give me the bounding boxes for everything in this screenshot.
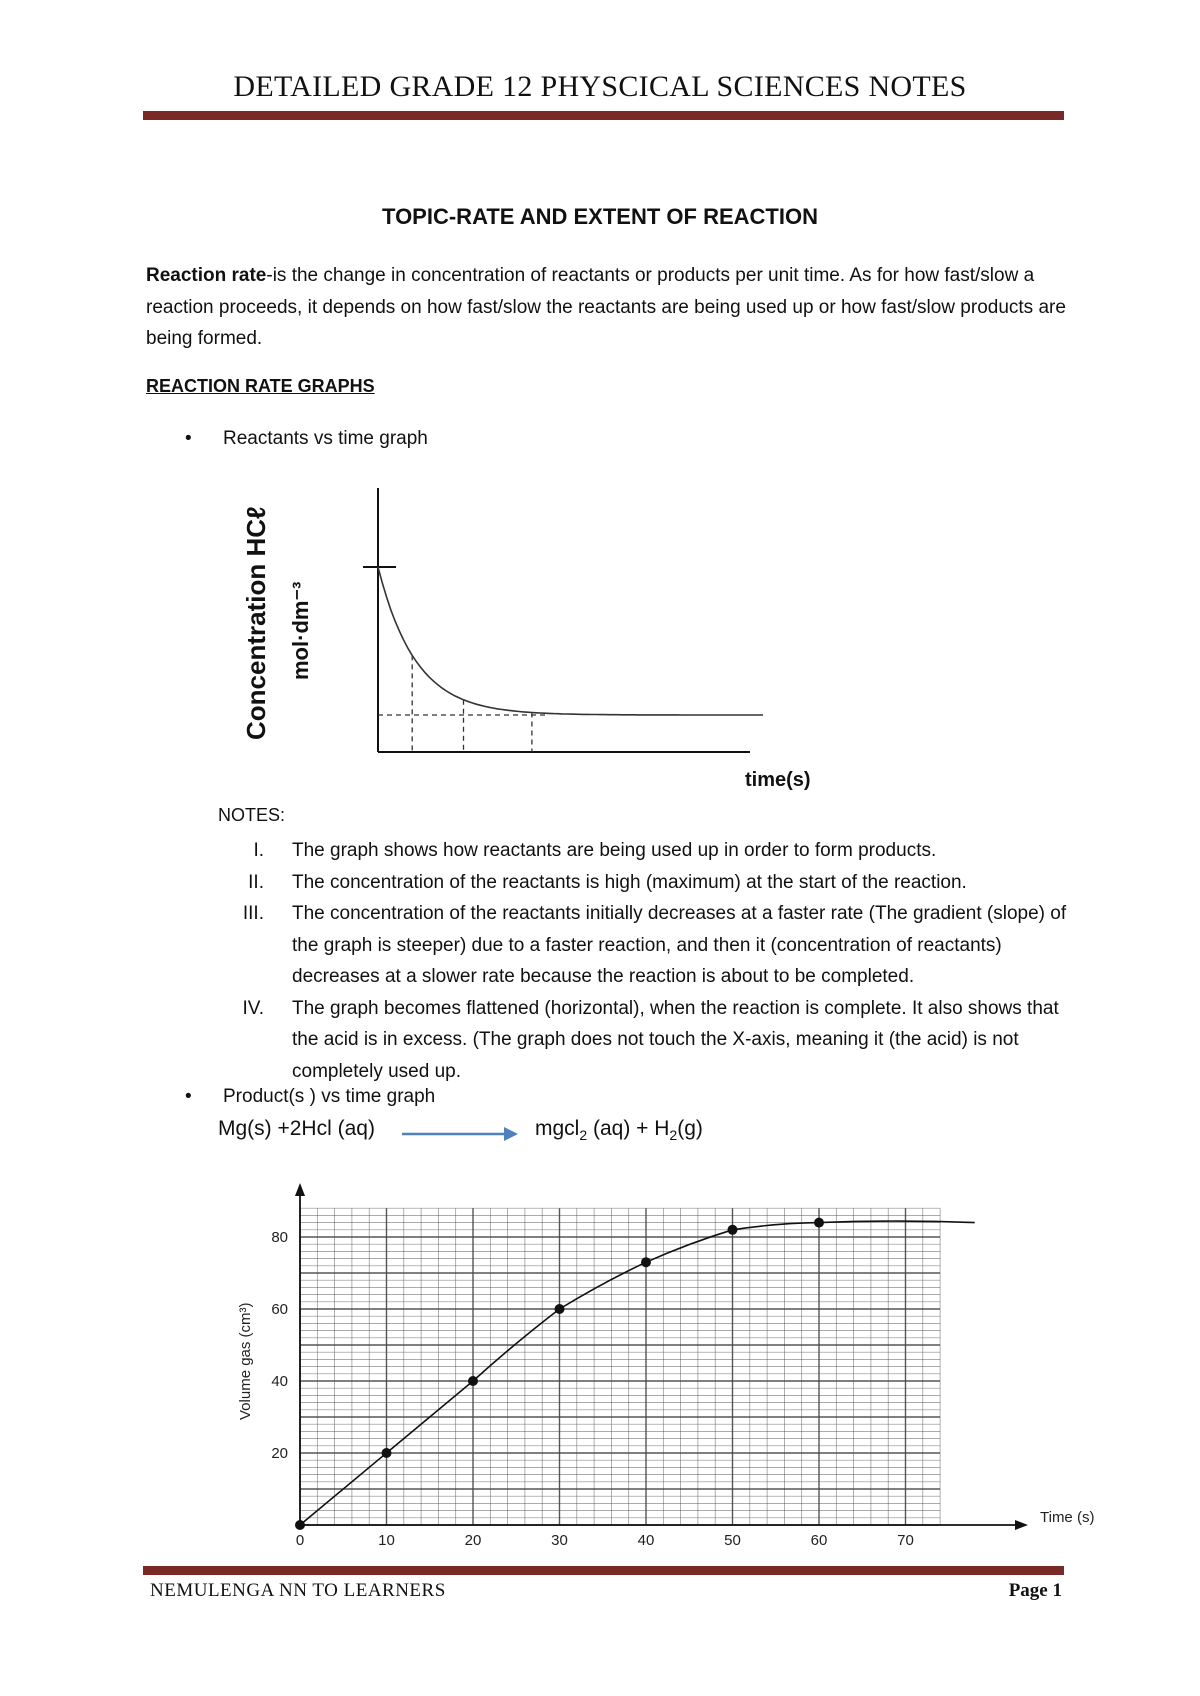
subscript: 2 [579,1127,588,1144]
note-item [218,867,1068,899]
note-text: The concentration of the reactants is high (maximum) at the start of the reaction. [292,871,967,893]
definition-paragraph [146,260,1066,355]
chart1-xlabel: time(s) [745,769,811,791]
arrow-icon [400,1124,520,1144]
chart2-series-line [300,1221,975,1525]
chart2-data-point [382,1448,392,1458]
note-number: I. [253,840,264,861]
chart2-data-point [468,1376,478,1386]
chart2-y-tick-label: 80 [271,1229,288,1246]
topic-heading: TOPIC-RATE AND EXTENT OF REACTION [382,204,818,229]
chart2-x-tick-label: 60 [810,1532,828,1549]
equation-state: (g) [677,1117,703,1140]
equation-product-2: (aq) + H [587,1117,670,1140]
definition-term: Reaction rate [146,265,267,286]
subscript: 2 [669,1127,678,1144]
reactants-time-chart [230,470,830,800]
note-number: II. [248,871,264,893]
footer-rule [143,1566,1064,1575]
section-heading: REACTION RATE GRAPHS [146,376,375,396]
chart2-data-point [728,1225,738,1235]
note-text: The graph becomes flattened (horizontal), when the reaction is complete. It also shows that the acid is in excess. (The graph does not touch the X-axis, meaning it (the acid) is not completely used up. [292,997,1059,1082]
chart2-x-tick-label: 40 [637,1532,655,1549]
bullet-icon: • [185,428,192,449]
chart2-x-arrow [1015,1520,1028,1530]
chart2-y-tick-label: 40 [271,1373,288,1390]
chart1-series-line [378,567,763,715]
equation-product-1: mgcl [535,1117,580,1140]
chart1-ylabel-line1: Concentration HCℓ [241,506,271,740]
chart1-ylabel-line2: mol·dm⁻³ [288,581,313,680]
note-item [218,993,1068,1088]
notes-label: NOTES: [218,805,286,825]
chart2-x-tick-label: 30 [551,1532,568,1549]
chart2-data-point [814,1218,824,1228]
note-text: The concentration of the reactants initially decreases at a faster rate (The gradient (slope) of the graph is steeper) due to a faster reaction, and then it (concentration of reactants) decreases at a slower rate because the reaction is about to be completed. [292,903,1067,987]
page-number: Page 1 [1008,1580,1062,1601]
equation-left: Mg(s) +2Hcl (aq) [218,1117,375,1140]
bullet-products-text: Product(s ) vs time graph [223,1086,436,1107]
chart2-x-tick-label: 0 [295,1532,305,1549]
note-text: The graph shows how reactants are being used up in order to form products. [292,840,937,861]
note-item [218,898,1068,993]
chart2-x-tick-label: 10 [378,1532,395,1549]
notes-list [218,835,1068,1087]
footer-author: NEMULENGA NN TO LEARNERS [150,1580,446,1601]
chart2-y-tick-label: 20 [271,1445,288,1462]
page-header-title: DETAILED GRADE 12 PHYSCICAL SCIENCES NOTES [233,70,967,103]
chart2-y-tick-label: 60 [271,1301,288,1318]
products-time-chart [220,1180,1120,1580]
header-rule [143,111,1064,120]
chart2-data-point [295,1520,305,1530]
equation-right [535,1117,703,1143]
chart2-data-point [555,1304,565,1314]
chart2-data-point [641,1257,651,1267]
chart2-ylabel: Volume gas (cm³) [237,1302,254,1420]
chart2-y-arrow [295,1183,305,1196]
definition-text: -is the change in concentration of reactants or products per unit time. As for how fast/slow a reaction proceeds, it depends on how fast/slow the reactants are being used up or how fast/slow products are being formed. [146,265,1066,349]
chart2-x-tick-label: 50 [724,1532,741,1549]
note-number: IV. [242,997,264,1019]
note-number: III. [242,903,264,924]
chart2-x-tick-label: 20 [464,1532,482,1549]
bullet-icon: • [185,1086,192,1107]
chart2-x-tick-label: 70 [897,1532,914,1549]
bullet-reactants-text: Reactants vs time graph [223,428,428,449]
chart2-xlabel: Time (s) [1040,1509,1095,1526]
note-item [218,835,1068,867]
